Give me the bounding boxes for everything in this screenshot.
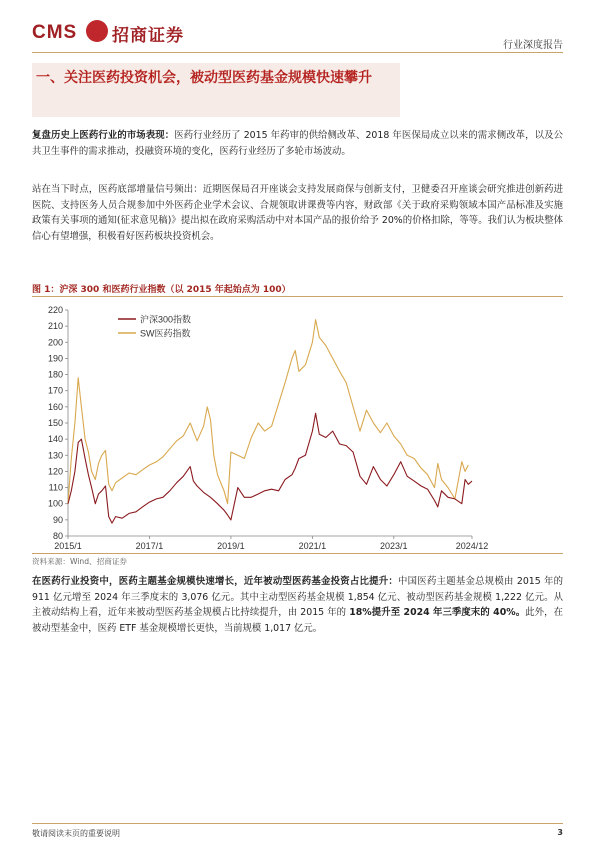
index-line-chart	[32, 300, 563, 554]
series-line-1	[68, 320, 468, 504]
y-tick-label: 220	[47, 305, 63, 315]
x-tick-label: 2023/1	[380, 541, 408, 551]
x-tick-label: 2021/1	[298, 541, 327, 551]
paragraph-highlight: 18%提升至 2024 年三季度末的 40%。	[349, 607, 526, 619]
figure-bottom-rule	[32, 553, 563, 554]
y-tick-label: 120	[47, 466, 63, 477]
paragraph-lead: 在医药行业投资中，医药主题基金规模快速增长，近年被动型医药基金投资占比提升：	[32, 576, 399, 587]
report-type: 行业深度报告	[503, 40, 563, 51]
paragraph-fund-growth	[32, 574, 563, 636]
x-tick-label: 2019/1	[217, 541, 245, 551]
figure-top-rule	[32, 296, 563, 297]
logo-mark-icon	[86, 20, 108, 42]
logo-chinese-name: 招商证券	[112, 26, 184, 46]
y-tick-label: 210	[47, 321, 63, 332]
footer-divider	[32, 823, 563, 824]
series-line-0	[68, 413, 472, 523]
y-tick-label: 180	[47, 369, 63, 380]
y-tick-label: 110	[48, 482, 63, 493]
x-axis	[54, 536, 488, 551]
y-tick-label: 150	[47, 418, 63, 428]
y-tick-label: 100	[47, 498, 63, 509]
series-layer	[68, 320, 472, 523]
y-tick-label: 130	[47, 450, 63, 461]
y-tick-label: 80	[52, 531, 63, 541]
footer-disclaimer: 敬请阅读末页的重要说明	[32, 829, 120, 838]
legend-label: SW医药指数	[140, 328, 191, 339]
x-tick-label: 2015/1	[54, 541, 82, 551]
y-tick-label: 90	[52, 514, 63, 525]
y-tick-label: 140	[47, 434, 63, 445]
header-divider	[32, 52, 563, 53]
section-title: 一、关注医药投资机会，被动型医药基金规模快速攀升	[36, 70, 372, 86]
y-tick-label: 200	[47, 337, 63, 348]
x-tick-label: 2024/12	[455, 541, 489, 551]
y-axis	[48, 305, 68, 541]
figure-source: 资料来源：Wind、招商证券	[32, 557, 128, 566]
paragraph-lead: 复盘历史上医药行业的市场表现：	[32, 130, 175, 141]
paragraph-text: 中国医药主题基金总规模由 2015 年的 911 亿元增至 2024 年三季度末的 3,076 亿元。其中主动型医药基金规模 1,854 亿元、被动型医药基金规模 1,222 亿元。从主被动结构上看，近年来被动型医药基金规模占比持续提升，由 2015 年的	[32, 576, 563, 619]
paragraph-current-signals: 站在当下时点，医药底部增量信号频出：近期医保局召开座谈会支持发展商保与创新支付，卫健委召开座谈会研究推进创新药进医院、支持医务人员合规参加中外医药企业学术会议、合规领取讲课费等内容，财政部《关于政府采购领域本国产品标准及实施政策有关事项的通知(征求意见稿)》提出拟在政府采购活动中对本国产品的报价给予 20%的价格扣除，等等。我们认为板块整体信心有望增强，积极看好医药板块投资机会。	[32, 184, 563, 242]
figure-caption: 图 1：沪深 300 和医药行业指数（以 2015 年起始点为 100）	[32, 285, 291, 295]
paragraph-text: 医药行业经历了 2015 年药审的供给侧改革、2018 年医保局成立以来的需求侧改革，以及公共卫生事件的需求推动，投融资环境的变化，医药行业经历了多轮市场波动。	[32, 130, 563, 157]
y-tick-label: 170	[47, 385, 63, 396]
legend-label: 沪深300指数	[140, 314, 192, 325]
paragraph-text: 此外，在被动型基金中，医药 ETF 基金规模增长更快，当前规模 1,017 亿元。	[32, 607, 563, 634]
paragraph-market-history	[32, 128, 563, 159]
logo-cms: CMS	[32, 22, 78, 43]
y-tick-label: 190	[47, 353, 63, 364]
x-tick-label: 2017/1	[135, 541, 164, 551]
legend	[118, 314, 191, 339]
page-number: 3	[557, 828, 563, 837]
y-tick-label: 160	[47, 401, 63, 412]
